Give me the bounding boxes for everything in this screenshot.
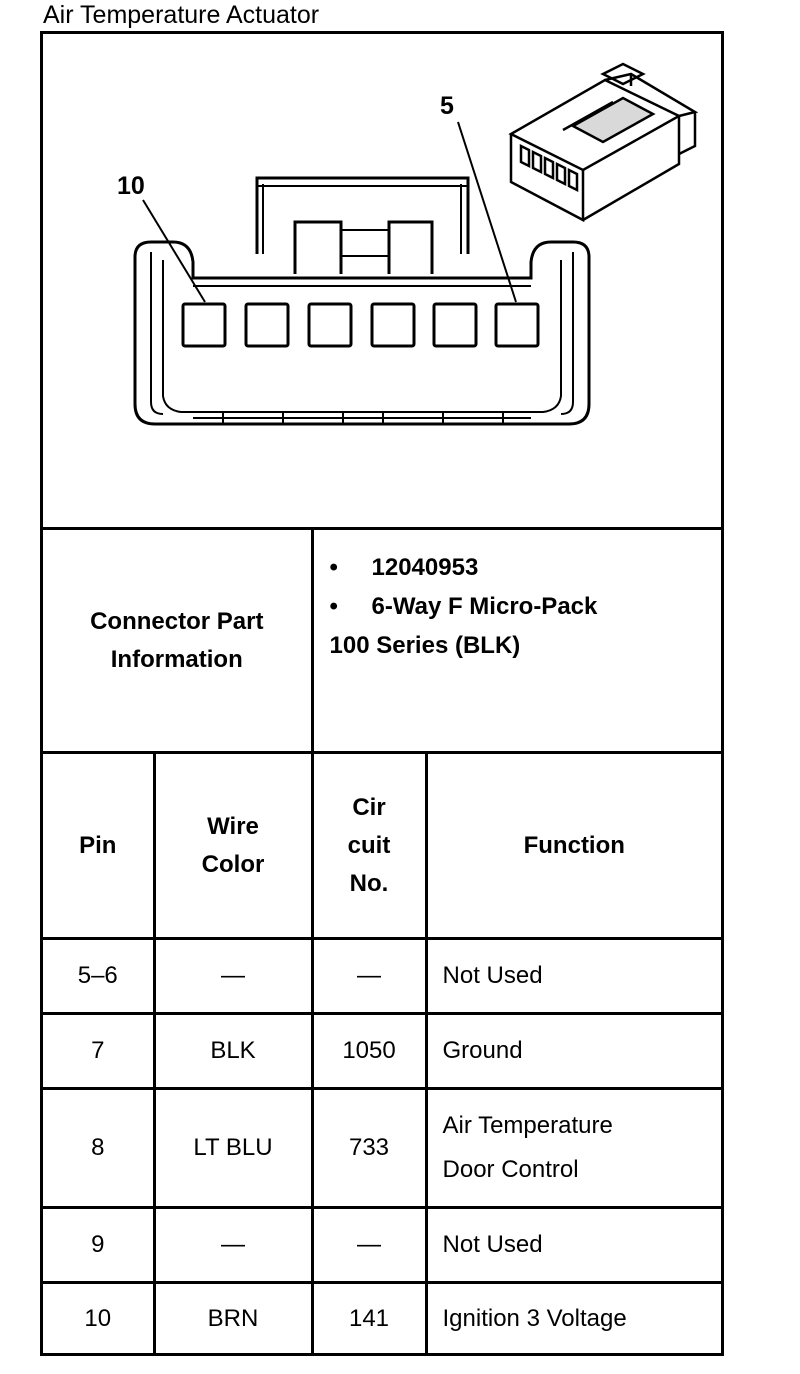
wire-color-cell: BRN <box>154 1283 312 1355</box>
callout-label-10: 10 <box>117 172 145 200</box>
connector-info-value <box>312 529 721 753</box>
connector-type: 6-Way F Micro-Pack <box>371 593 598 620</box>
connector-info-row <box>43 529 721 753</box>
connector-info-label-line2: Information <box>110 645 243 673</box>
callout-label-5: 5 <box>440 92 454 120</box>
circuit-cell: — <box>312 1208 426 1283</box>
part-number: 12040953 <box>371 554 479 581</box>
connector-diagram <box>43 34 721 527</box>
cavity-10 <box>183 304 225 346</box>
function-cell: Not Used <box>426 939 721 1014</box>
table-row <box>43 939 721 1014</box>
wire-color-cell: BLK <box>154 1014 312 1089</box>
cavity-9 <box>246 304 288 346</box>
header-pin: Pin <box>43 753 154 939</box>
function-line2: Door Control <box>442 1156 579 1183</box>
table-row <box>43 1208 721 1283</box>
table-row <box>43 1089 721 1208</box>
wire-color-cell: — <box>154 939 312 1014</box>
connector-frame <box>40 31 724 1356</box>
pin-cell: 9 <box>43 1208 154 1283</box>
cavity-7 <box>372 304 414 346</box>
header-circuit-line3: No. <box>349 869 389 897</box>
header-wire-color <box>154 753 312 939</box>
header-circuit-no <box>312 753 426 939</box>
bullet-1: • <box>329 554 338 581</box>
table-header-row <box>43 753 721 939</box>
function-cell: Ground <box>426 1014 721 1089</box>
table-row <box>43 1283 721 1355</box>
cavity-8 <box>309 304 351 346</box>
table-row <box>43 1014 721 1089</box>
wire-color-cell: — <box>154 1208 312 1283</box>
function-cell <box>426 1089 721 1208</box>
connector-iso-view <box>511 64 695 220</box>
header-circuit-line2: cuit <box>347 831 391 859</box>
connector-info-label-line1: Connector Part <box>90 607 264 635</box>
connector-series: 100 Series (BLK) <box>329 632 521 659</box>
callout-line-10 <box>143 200 205 302</box>
circuit-cell: 733 <box>312 1089 426 1208</box>
function-cell: Ignition 3 Voltage <box>426 1283 721 1355</box>
circuit-cell: 141 <box>312 1283 426 1355</box>
bullet-2: • <box>329 593 338 620</box>
header-wire-color-line2: Color <box>201 850 265 878</box>
cavity-5 <box>496 304 538 346</box>
pin-cell: 10 <box>43 1283 154 1355</box>
header-function: Function <box>426 753 721 939</box>
cavity-6 <box>434 304 476 346</box>
function-line1: Air Temperature <box>442 1112 613 1139</box>
function-cell: Not Used <box>426 1208 721 1283</box>
circuit-cell: — <box>312 939 426 1014</box>
header-wire-color-line1: Wire <box>207 812 259 840</box>
header-circuit-line1: Cir <box>352 793 386 821</box>
circuit-cell: 1050 <box>312 1014 426 1089</box>
cavity-group <box>183 304 538 346</box>
page-title: Air Temperature Actuator <box>43 1 320 29</box>
pinout-table <box>43 527 721 1355</box>
pin-cell: 5–6 <box>43 939 154 1014</box>
pin-cell: 7 <box>43 1014 154 1089</box>
pin-cell: 8 <box>43 1089 154 1208</box>
wire-color-cell: LT BLU <box>154 1089 312 1208</box>
connector-info-label <box>43 529 312 753</box>
